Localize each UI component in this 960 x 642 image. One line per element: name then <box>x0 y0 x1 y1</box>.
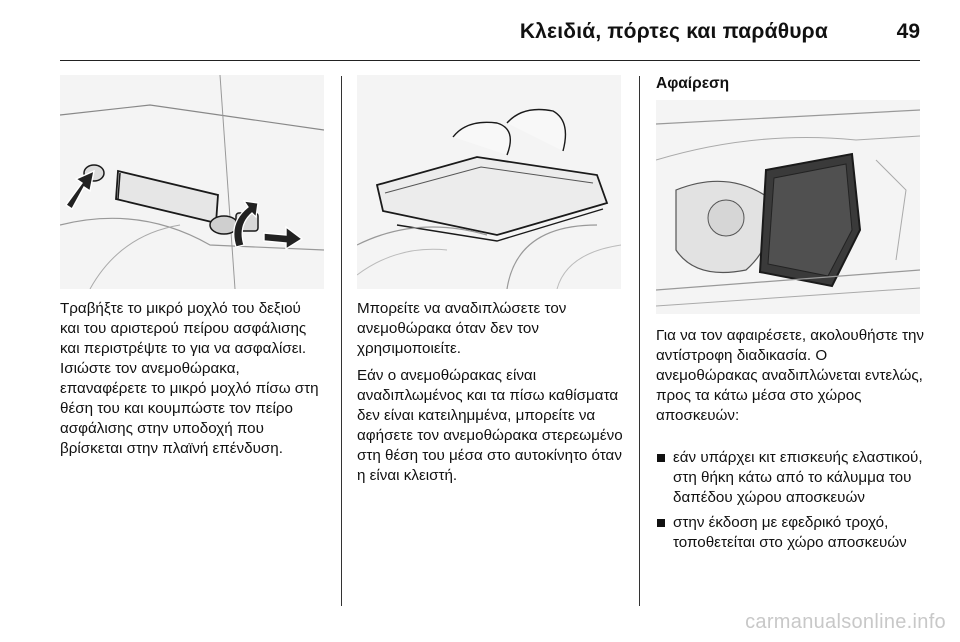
list-item-text: εάν υπάρχει κιτ επισκευής ελαστικού, στη θήκη κάτω από το κάλυμμα του δαπέδου χώρου αποσκευών <box>673 449 923 506</box>
list-item-text: στην έκδοση με εφεδρικό τροχό, τοποθετείται στο χώρο αποσκευών <box>673 514 907 551</box>
page-title: Κλειδιά, πόρτες και παράθυρα <box>519 20 828 43</box>
square-bullet-icon <box>657 519 665 527</box>
list-item <box>656 448 928 508</box>
illustration-locking-pin <box>60 75 324 289</box>
bullet-list <box>656 448 928 558</box>
folded-deflector-drawing <box>357 75 621 289</box>
page-header <box>60 0 920 61</box>
watermark: carmanualsonline.info <box>745 611 946 633</box>
push-arrow-icon <box>66 171 94 209</box>
paragraph-removal: Για να τον αφαιρέσετε, ακολουθήστε την αντίστροφη διαδικασία. Ο ανεμοθώρακας αναδιπλώνεται εντελώς, προς τα κάτω μέσα στο χώρος αποσκευών: <box>656 327 925 424</box>
square-bullet-icon <box>657 454 665 462</box>
column-divider-right <box>639 76 640 606</box>
page-number: 49 <box>896 20 920 43</box>
illustration-folded-deflector <box>357 75 621 289</box>
column-divider-left <box>341 76 342 606</box>
paragraph-folded-storage: Εάν ο ανεμοθώρακας είναι αναδιπλωμένος και τα πίσω καθίσματα δεν είναι κατειλημμένα, μπορείτε να αφήσετε τον ανεμοθώρακα στερεωμένο στη θέση του μέσα στο αυτοκίνητο όταν η είναι κλειστή. <box>357 367 623 484</box>
illustration-trunk-storage <box>656 100 920 314</box>
list-item <box>656 513 928 553</box>
paragraph-fold-info: Μπορείτε να αναδιπλώσετε τον ανεμοθώρακα όταν δεν τον χρησιμοποιείτε. <box>357 300 567 357</box>
trunk-storage-drawing <box>656 100 920 314</box>
locking-pin-drawing <box>60 75 324 289</box>
paragraph-locking-instructions: Τραβήξτε το μικρό μοχλό του δεξιού και του αριστερού πείρου ασφάλισης και περιστρέψτε το για να ασφαλίσει. Ισιώστε τον ανεμοθώρακα, επαναφέρετε το μικρό μοχλό πίσω στη θέση του και κουμπώστε τον πείρο ασφάλισης στην υποδοχή που βρίσκεται στην πλαϊνή επένδυση. <box>60 300 319 457</box>
section-heading-removal: Αφαίρεση <box>656 75 730 92</box>
pull-arrow-icon <box>264 227 302 249</box>
